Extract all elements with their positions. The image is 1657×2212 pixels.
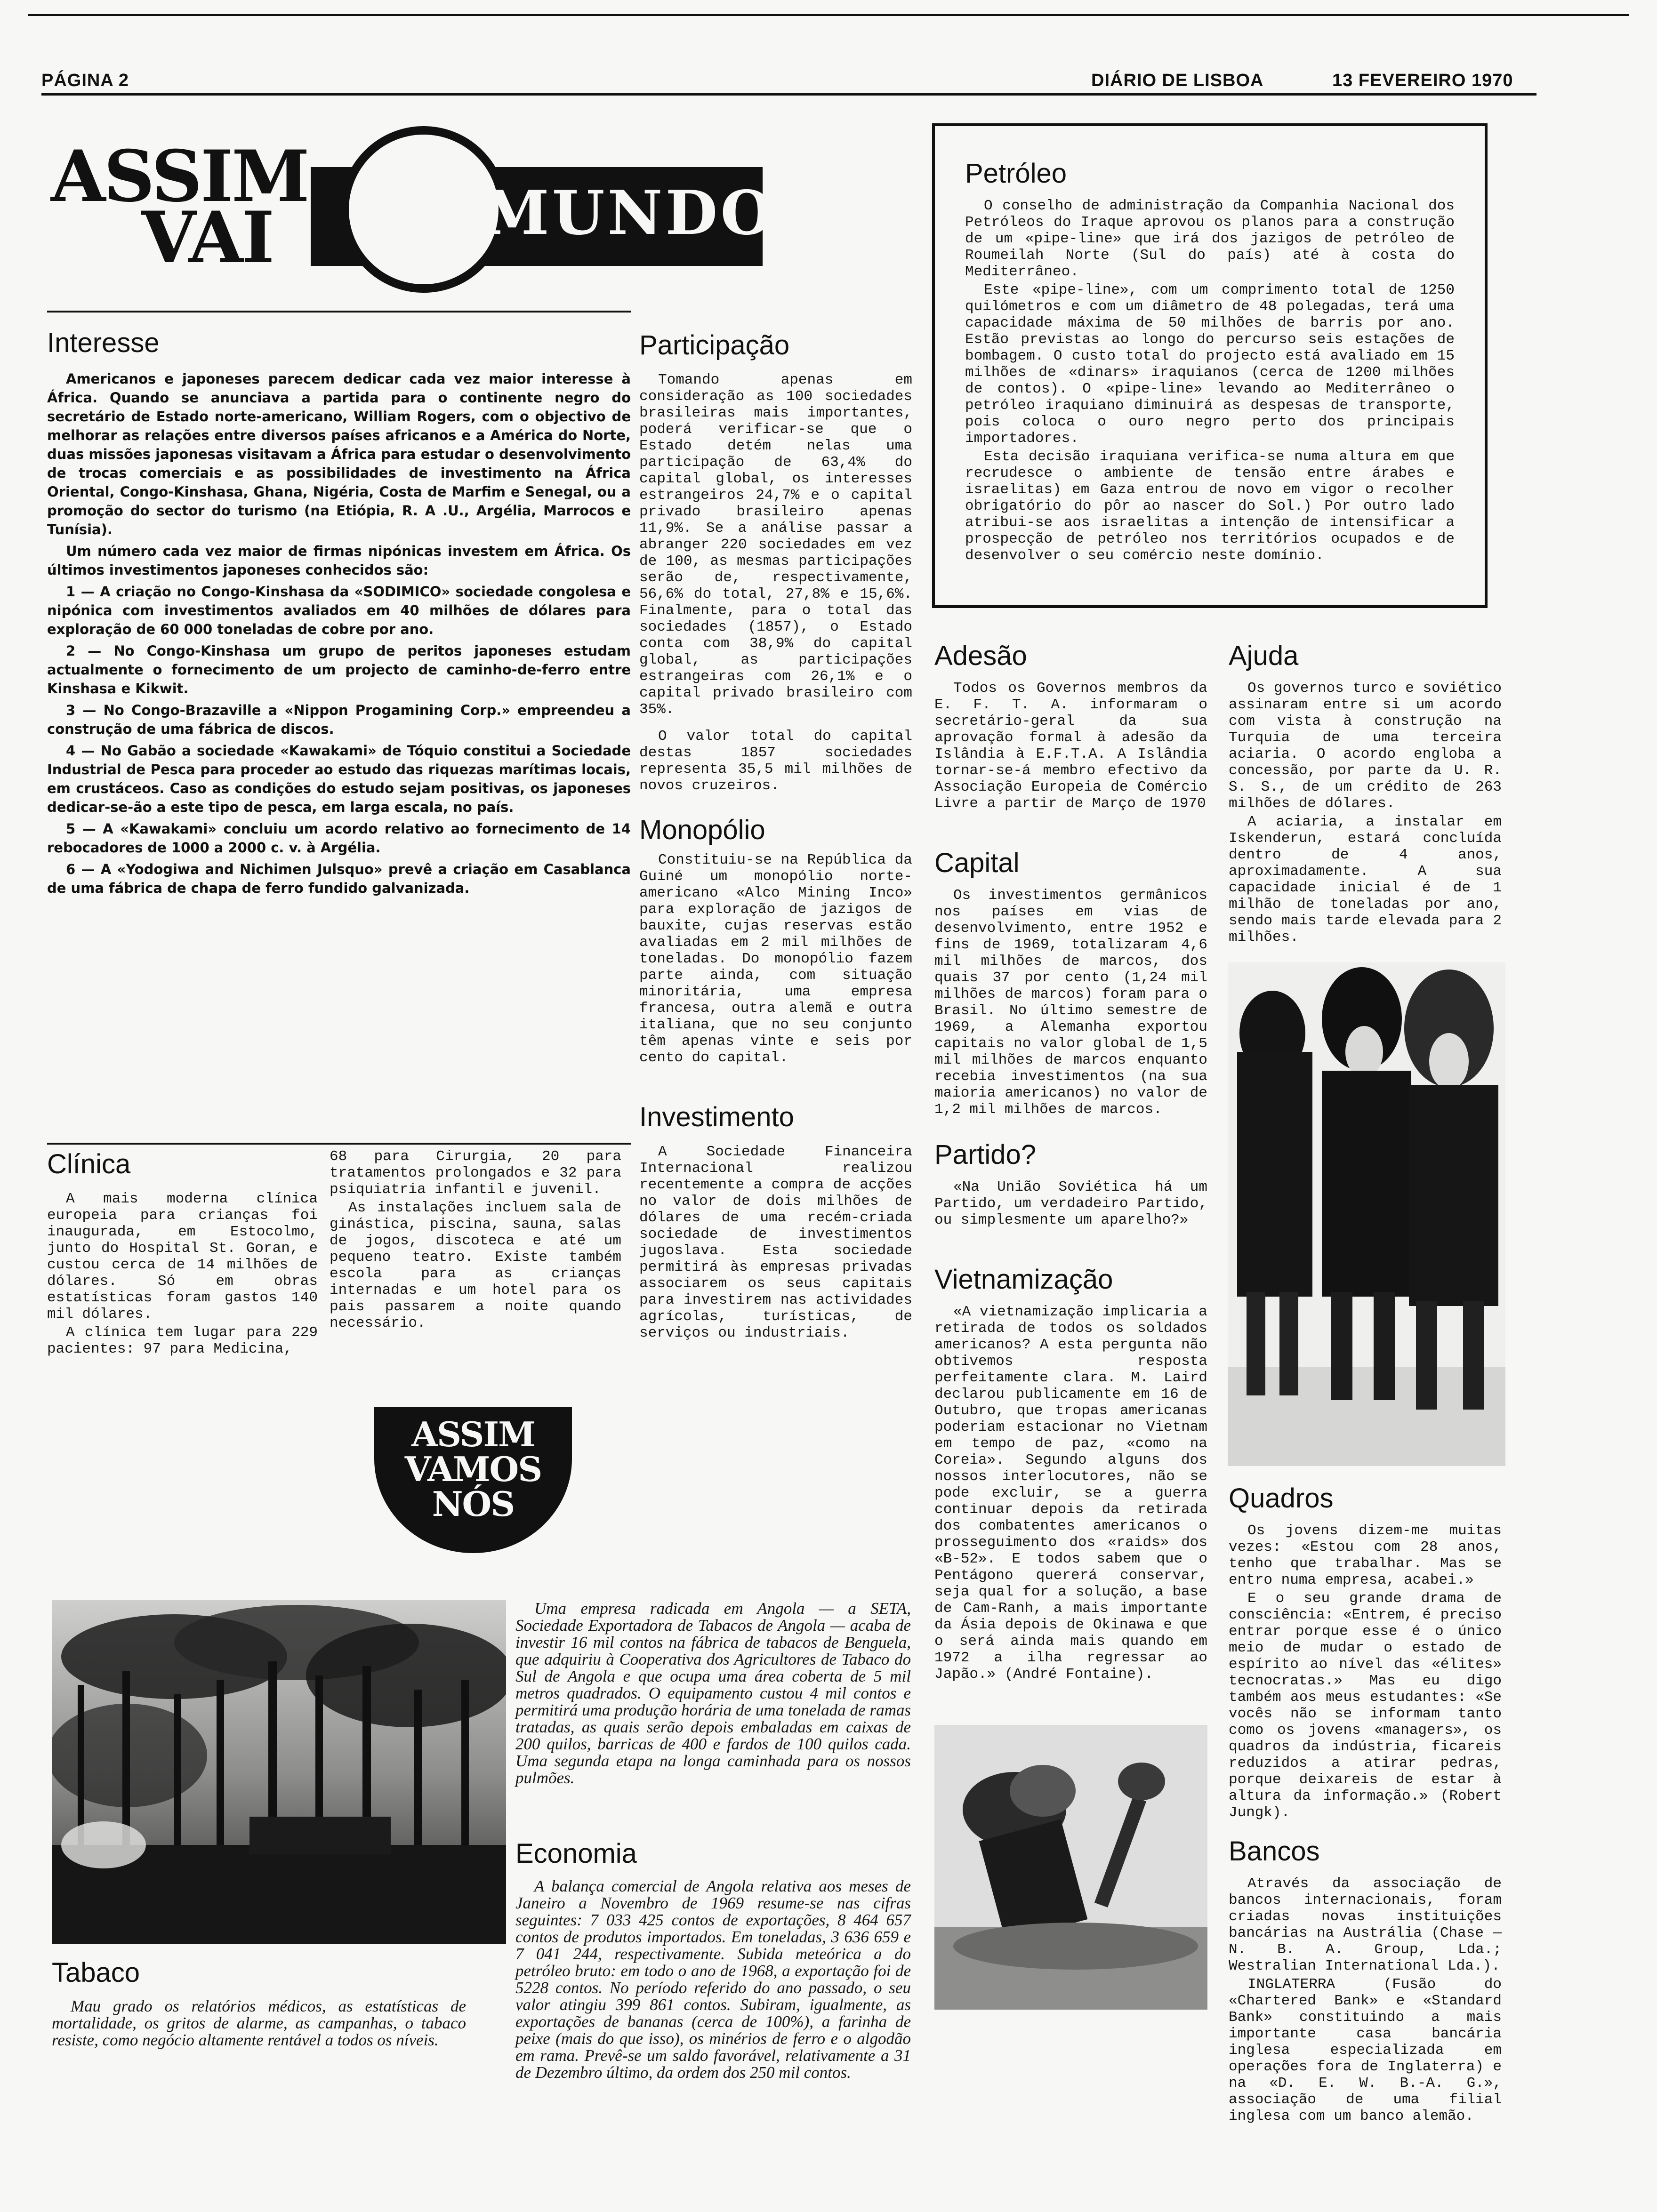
- young-women-photo-art: [1228, 962, 1505, 1466]
- quadros-p2: E o seu grande drama de consciência: «Entrem, é preciso entrar porque esse é o único meio de mudar o estado de espírito ao nível das «élites» tecnocratas.» Mas eu digo também aos meus estudantes: «Se vocês não se informam tanto como os jovens «managers», os quadros da indústria, ficareis reduzidos a atirar pedras, porque deixareis de estar à altura da informação.» (Robert Jungk).: [1229, 1590, 1502, 1821]
- factory-photo-art: [52, 1600, 506, 1944]
- economia-body: [515, 1878, 911, 2081]
- badge-line3: NÓS: [432, 1484, 515, 1524]
- masthead: [47, 122, 847, 301]
- clinica-p4: As instalações incluem sala de ginástica, piscina, sauna, salas de jogos, discoteca e até um pequeno teatro. Existe também escola para as crianças internadas e um hotel para os pais passarem a noite quando necessário.: [330, 1200, 621, 1331]
- monopolio-p1: Constituiu-se na República da Guiné um monopólio norte-americano «Alco Mining Inco» para exploração de jazigos de bauxite, cujas reservas estão avaliadas em 2 mil milhões de toneladas. Do monopólio fazem parte ainda, com situação minoritária, uma empresa francesa, outra alemã e outra italiana, que no seu conjunto têm apenas vinte e seis por cento do capital.: [639, 852, 912, 1066]
- soldier-photo: [934, 1725, 1207, 2010]
- issue-date: 13 FEVEREIRO 1970: [1332, 71, 1513, 90]
- clinica-p1: A mais moderna clínica europeia para crianças foi inaugurada, em Estocolmo, junto do Hospital St. Goran, e custou cerca de 14 milhões de dólares. Só em obras estatísticas foram gastos 140 mil dólares.: [47, 1191, 318, 1322]
- interesse-p2: Um número cada vez maior de firmas nipónicas investem em África. Os últimos investimentos japoneses conhecidos são:: [47, 543, 631, 578]
- interesse-body: [47, 369, 631, 900]
- tabaco-body: [52, 1998, 466, 2049]
- clinica-heading: Clínica: [47, 1149, 131, 1179]
- adesao-heading: Adesão: [934, 641, 1027, 671]
- newspaper-name: DIÁRIO DE LISBOA: [1091, 71, 1264, 90]
- top-rule: [28, 14, 1629, 16]
- interesse-p4: 2 — No Congo-Kinshasa um grupo de peritos japoneses estudam actualmente o fornecimento de um projecto de caminho-de-ferro entre Kinshasa e Kikwit.: [47, 643, 631, 697]
- petroleo-p3: Esta decisão iraquiana verifica-se numa altura em que recrudesce o ambiente de tensão entre árabes e israelitas) em Gaza entrou de novo em vigor o recolher obrigatório do pôr ao nascer do Sol.) Por outro lado atribui-se aos israelitas a intenção de intensificar a prospecção de petróleo nos territórios ocupados e de desenvolver o seu comércio neste domínio.: [965, 449, 1455, 564]
- investimento-heading: Investimento: [639, 1102, 794, 1132]
- investimento-body: [639, 1144, 912, 1343]
- clinica-col2: [330, 1148, 621, 1333]
- interesse-rule: [47, 311, 631, 313]
- petroleo-p2: Este «pipe-line», com um comprimento total de 1250 quilómetros e com um diâmetro de 48 polegadas, terá uma capacidade máxima de 50 milhões de barris por ano. Estão previstas ao longo do percurso seis estações de bombagem. O custo total do projecto está avaliado em 15 milhões de «dinars» iraquianos (cerca de 1200 milhões de contos). O «pipe-line» levando ao Mediterrâneo o petróleo iraquiano diminuirá as despesas de transporte, pois coloca o ouro negro perto dos principais importadores.: [965, 282, 1455, 447]
- economia-heading: Economia: [515, 1838, 637, 1869]
- interesse-p7: 5 — A «Kawakami» concluiu um acordo relativo ao fornecimento de 14 rebocadores de 1000 a 2000 c. v. à Argélia.: [47, 821, 631, 856]
- angola-intro-body: [515, 1600, 911, 1787]
- clinica-rule: [47, 1143, 631, 1145]
- participacao-heading: Participação: [639, 330, 790, 361]
- badge-line1: ASSIM: [411, 1414, 535, 1454]
- capital-heading: Capital: [934, 848, 1020, 878]
- interesse-p1: Americanos e japoneses parecem dedicar cada vez maior interesse à África. Quando se anunciava a partida para o continente negro do secretário de Estado norte-americano, William Rogers, com o objectivo de melhorar as relações entre diversos países africanos e a América do Norte, duas missões japonesas visitavam a África para estudar o desenvolvimento de trocas comerciais e as possibilidades de investimento na África Oriental, Congo-Kinshasa, Ghana, Nigéria, Costa de Marfim e Senegal, ou a promoção do sector do turismo (na Etiópia, R. A .U., Argélia, Marrocos e Tunísia).: [47, 371, 631, 537]
- masthead-vai: VAI: [141, 196, 273, 279]
- quadros-p1: Os jovens dizem-me muitas vezes: «Estou com 28 anos, tenho que trabalhar. Mas se entro numa empresa, acabei.»: [1229, 1523, 1502, 1588]
- petroleo-heading: Petróleo: [965, 158, 1067, 189]
- participacao-p1: Tomando apenas em consideração as 100 sociedades brasileiras mais importantes, poderá verificar-se que o Estado detém nelas uma participação de 63,4% do capital global, os interesses estrangeiros 24,7% e o capital privado brasileiro apenas 11,9%. Se a análise passar a abranger 220 sociedades em vez de 100, as mesmas participações serão de, respectivamente, 56,6% do total, 27,8% e 15,6%. Finalmente, para o total das sociedades (1857), o Estado conta com 38,9% do capital global, as participações estrangeiras com 26,1% e o capital privado brasileiro com 35%.: [639, 372, 912, 718]
- soldier-photo-art: [934, 1725, 1207, 2010]
- bancos-p1: Através da associação de bancos internacionais, foram criadas novas instituições bancárias na Austrália (Chase — N. B. A. Group, Lda.; Westralian International Lda.).: [1229, 1875, 1502, 1974]
- interesse-p5: 3 — No Congo-Brazaville a «Nippon Progamining Corp.» empreendeu a construção de uma fábrica de discos.: [47, 702, 631, 737]
- vietnamizacao-p1: «A vietnamização implicaria a retirada de todos os soldados americanos? A esta pergunta não obtivemos resposta perfeitamente clara. M. Laird declarou publicamente em 16 de Outubro, que tropas americanas poderiam estacionar no Vietnam em tempo de paz, «como na Coreia». Segundo alguns dos nossos interlocutores, não se pode excluir, se a guerra continuar depois da retirada dos combatentes americanos o prosseguimento dos «raids» dos «B-52». E todos sabem que o Pentágono quererá conservar, seja qual for a solução, a base de Cam-Ranh, a mais importante da Ásia depois de Okinawa e que o será ainda mais quando em 1972 a ilha regressar ao Japão.» (André Fontaine).: [934, 1304, 1207, 1683]
- interesse-p8: 6 — A «Yodogiwa and Nichimen Julsquo» prevê a criação em Casablanca de uma fábrica de chapa de ferro fundido galvanizada.: [47, 861, 631, 896]
- badge-line2: VAMOS: [404, 1449, 542, 1489]
- economia-p1: A balança comercial de Angola relativa aos meses de Janeiro a Novembro de 1969 resume-se nas cifras seguintes: 7 033 425 contos de exportações, 8 464 657 contos de produtos importados. Em toneladas, 3 636 659 e 7 041 244, respectivamente. Subida meteórica a do petróleo bruto: em todo o ano de 1968, a exportação foi de 5228 contos. No período referido do ano passado, o seu valor atingiu 399 861 contos. Subiram, igualmente, as exportações de bananas (cerca de 100%), a farinha de peixe (mais do que isso), os minérios de ferro e o algodão em rama. Prevê-se um saldo favorável, relativamente a 31 de Dezembro último, da ordem dos 250 mil contos.: [515, 1877, 911, 2082]
- capital-body: [934, 887, 1207, 1120]
- angola-intro-p1: Uma empresa radicada em Angola — a SETA, Sociedade Exportadora de Tabacos de Angola — acaba de investir 16 mil contos na fábrica de tabacos de Benguela, que adquiriu à Cooperativa dos Agricultores de Tabaco do Sul de Angola e que ocupa uma área coberta de 5 mil metros quadrados. O equipamento custou 4 mil contos e permitirá uma produção horária de uma tonelada de ramas tratadas, as quais serão depois embaladas em caixas de 200 quilos, barricas de 400 e fardos de 100 quilos cada. Uma segunda etapa na longa caminhada para os nossos pulmões.: [515, 1599, 911, 1787]
- capital-p1: Os investimentos germânicos nos países em vias de desenvolvimento, entre 1952 e fins de 1969, totalizaram 4,6 mil milhões de marcos, dos quais 37 por cento (1,24 mil milhões de marcos) foram para o Brasil. No último semestre de 1969, a Alemanha exportou capitais no valor global de 1,5 mil milhões de marcos enquanto recebia investimentos (na sua maioria americanos) no valor de 1,2 mil milhões de marcos.: [934, 887, 1207, 1118]
- monopolio-body: [639, 852, 912, 1068]
- monopolio-heading: Monopólio: [639, 815, 765, 845]
- tabaco-p1: Mau grado os relatórios médicos, as estatísticas de mortalidade, os gritos de alarme, as campanhas, o tabaco resiste, como negócio altamente rentável a todos os níveis.: [52, 1997, 466, 2049]
- vietnamizacao-body: [934, 1304, 1207, 1684]
- participacao-p2: O valor total do capital destas 1857 sociedades representa 35,5 mil milhões de novos cruzeiros.: [639, 728, 912, 794]
- assim-vamos-nos-badge: [374, 1407, 572, 1553]
- young-women-photo: [1228, 962, 1505, 1466]
- interesse-p3: 1 — A criação no Congo-Kinshasa da «SODIMICO» sociedade congolesa e nipónica com investimentos avaliados em 40 milhões de dólares para exploração de 60 000 toneladas de cobre por ano.: [47, 584, 631, 637]
- ajuda-heading: Ajuda: [1229, 641, 1299, 671]
- quadros-body: [1229, 1523, 1502, 1823]
- interesse-heading: Interesse: [47, 328, 160, 358]
- ajuda-p2: A aciaria, a instalar em Iskenderun, estará concluída dentro de 4 anos, aproximadamente. A sua capacidade inicial é de 1 milhão de toneladas por ano, sendo mais tarde elevada para 2 milhões.: [1229, 814, 1502, 946]
- vietnamizacao-heading: Vietnamização: [934, 1264, 1113, 1295]
- masthead-assim: ASSIM: [51, 135, 308, 218]
- ajuda-body: [1229, 680, 1502, 947]
- clinica-p2: A clínica tem lugar para 229 pacientes: 97 para Medicina,: [47, 1324, 318, 1357]
- bancos-p2: INGLATERRA (Fusão do «Chartered Bank» e «Standard Bank» constituindo a mais importante casa bancária inglesa especializada em operações fora de Inglaterra) e na «D. E. W. B.-A. G.», associação de uma filial inglesa com um banco alemão.: [1229, 1976, 1502, 2124]
- quadros-heading: Quadros: [1229, 1483, 1334, 1514]
- adesao-body: [934, 680, 1207, 814]
- page-number: PÁGINA 2: [41, 71, 129, 90]
- interesse-p6: 4 — No Gabão a sociedade «Kawakami» de Tóquio constitui a Sociedade Industrial de Pesca para proceder ao estudo das riquezas marítimas locais, em crustáceos. Caso as condições do estudo sejam positivas, os japoneses dedicar-se-ão a este tipo de pesca, em larga escala, no país.: [47, 743, 631, 815]
- header-rule: [41, 93, 1536, 96]
- investimento-p1: A Sociedade Financeira Internacional realizou recentemente a compra de acções no valor de dois milhões de dólares de uma recém-criada sociedade de investimentos jugoslava. Esta sociedade permitirá às empresas privadas associarem os seus capitais para investirem nas actividades agrícolas, turísticas, de serviços ou industriais.: [639, 1144, 912, 1341]
- masthead-mundo: MUNDO: [483, 178, 776, 248]
- bancos-heading: Bancos: [1229, 1836, 1320, 1867]
- petroleo-body: [965, 198, 1455, 566]
- partido-p1: «Na União Soviética há um Partido, um verdadeiro Partido, ou simplesmente um aparelho?»: [934, 1179, 1207, 1228]
- clinica-p3: 68 para Cirurgia, 20 para tratamentos prolongados e 32 para psiquiatria infantil e juvenil.: [330, 1148, 621, 1198]
- bancos-body: [1229, 1875, 1502, 2126]
- partido-body: [934, 1179, 1207, 1230]
- partido-heading: Partido?: [934, 1139, 1037, 1170]
- tabaco-heading: Tabaco: [52, 1957, 140, 1988]
- participacao-body: [639, 372, 912, 796]
- factory-photo: [52, 1600, 506, 1944]
- adesao-p1: Todos os Governos membros da E. F. T. A. informaram o secretário-geral da sua aprovação formal à adesão da Islândia à E.F.T.A. A Islândia tornar-se-á membro efectivo da Associação Europeia de Comércio Livre a partir de Março de 1970: [934, 680, 1207, 812]
- petroleo-p1: O conselho de administração da Companhia Nacional dos Petróleos do Iraque aprovou os planos para a construção de um «pipe-line» que irá dos jazigos de petróleo de Roumeilah Norte (Sul do país) até à costa do Mediterrâneo.: [965, 198, 1455, 280]
- ajuda-p1: Os governos turco e soviético assinaram entre si um acordo com vista à construção na Turquia de uma terceira aciaria. O acordo engloba a concessão, por parte da U. R. S. S., de um crédito de 263 milhões de dólares.: [1229, 680, 1502, 812]
- clinica-col1: [47, 1191, 318, 1359]
